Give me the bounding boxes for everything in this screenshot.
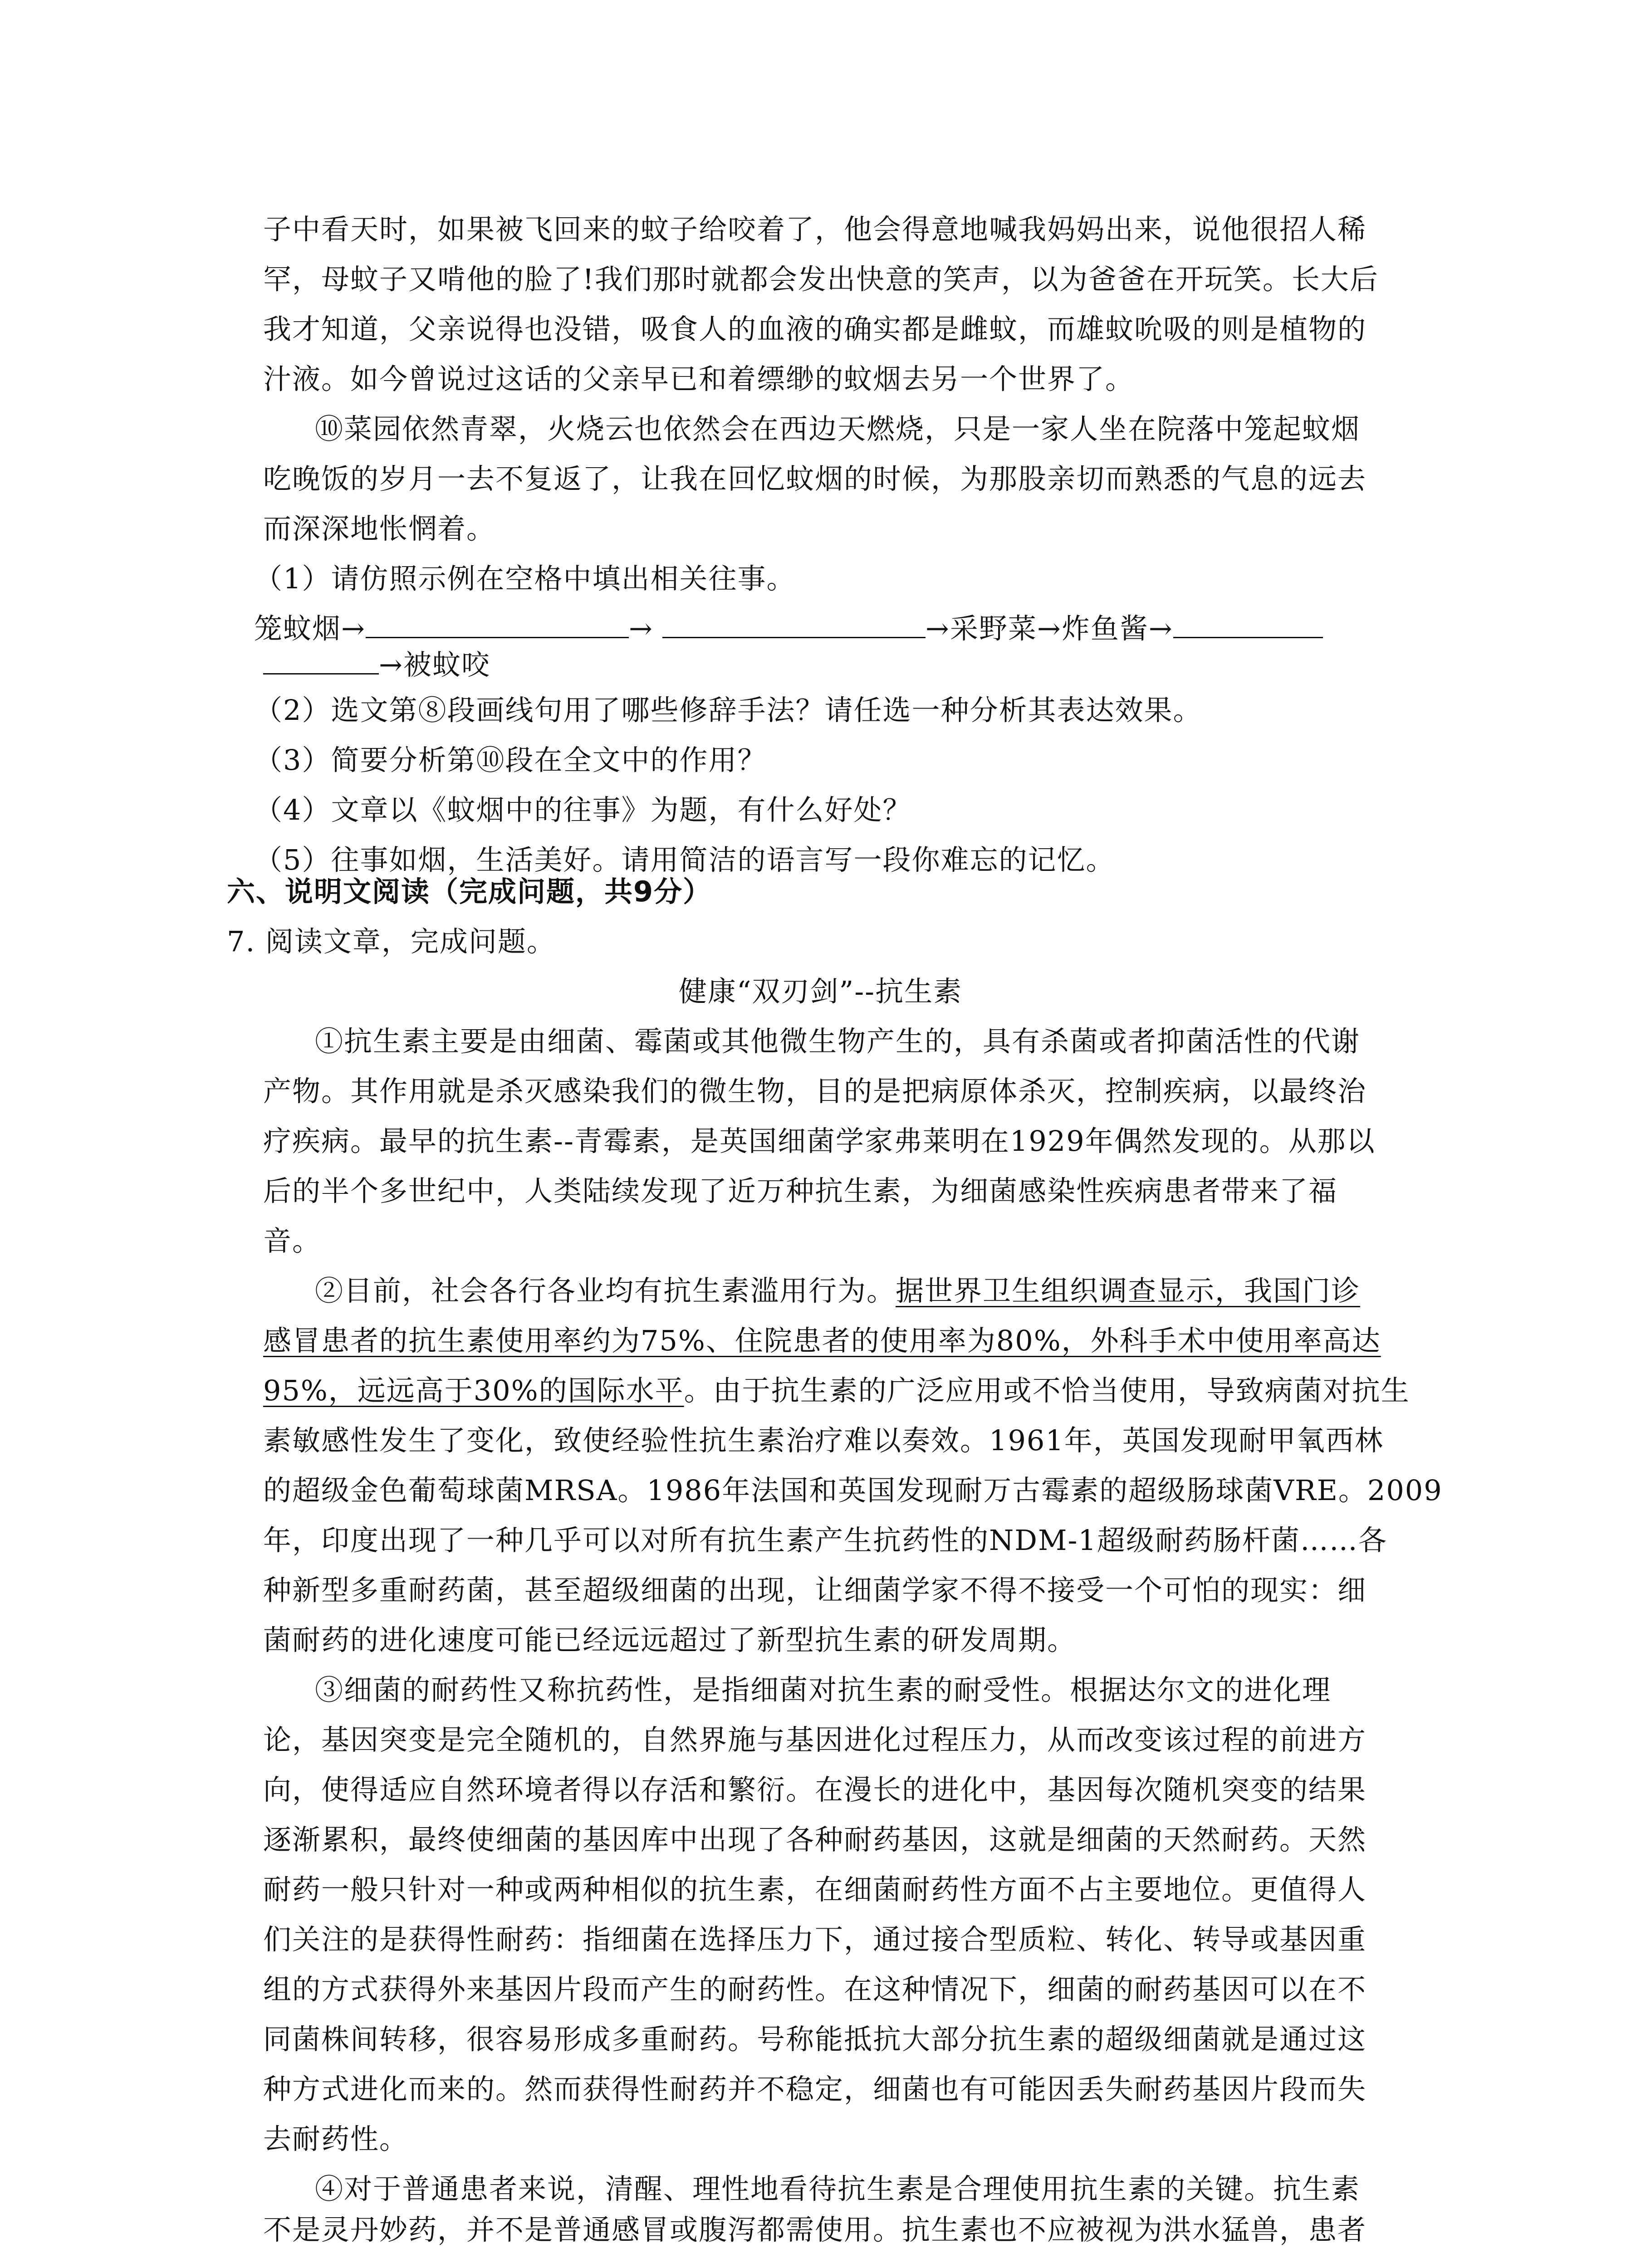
question-2: （2）选文第⑧段画线句用了哪些修辞手法？请任选一种分析其表达效果。: [254, 694, 1202, 727]
text-line: 后的半个多世纪中，人类陆续发现了近万种抗生素，为细菌感染性疾病患者带来了福: [263, 1174, 1338, 1207]
text-line: 素敏感性发生了变化，致使经验性抗生素治疗难以奏效。1961年，英国发现耐甲氧西林: [263, 1424, 1384, 1457]
text-line: ⑩菜园依然青翠，火烧云也依然会在西边天燃烧，只是一家人坐在院落中笼起蚊烟: [315, 412, 1361, 445]
text-line: 音。: [263, 1224, 322, 1257]
question-1-chain-end: [263, 642, 490, 688]
answer-blank-1[interactable]: [366, 608, 629, 638]
section-heading: 六、说明文阅读（完成问题，共9分）: [227, 875, 712, 908]
question-7: 7. 阅读文章，完成问题。: [227, 925, 556, 958]
text-line: 产物。其作用就是杀灭感染我们的微生物，目的是把病原体杀灭，控制疾病，以最终治: [263, 1075, 1367, 1108]
underlined-sentence: 感冒患者的抗生素使用率约为75%、住院患者的使用率为80%，外科手术中使用率高达: [263, 1324, 1381, 1357]
text-line: 组的方式获得外来基因片段而产生的耐药性。在这种情况下，细菌的耐药基因可以在不: [263, 1973, 1367, 2006]
text-line: 不是灵丹妙药，并不是普通感冒或腹泻都需使用。抗生素也不应被视为洪水猛兽，患者: [263, 2213, 1367, 2246]
question-4: （4）文章以《蚊烟中的往事》为题，有什么好处？: [254, 793, 912, 826]
text-line: 疗疾病。最早的抗生素--青霉素，是英国细菌学家弗莱明在1929年偶然发现的。从那以: [263, 1124, 1376, 1158]
plain-text: ②目前，社会各行各业均有抗生素滥用行为。: [315, 1274, 896, 1307]
text-line: 向，使得适应自然环境者得以存活和繁衍。在漫长的进化中，基因每次随机突变的结果: [263, 1773, 1367, 1806]
text-line: ④对于普通患者来说，清醒、理性地看待抗生素是合理使用抗生素的关键。抗生素: [315, 2172, 1361, 2205]
question-1: （1）请仿照示例在空格中填出相关往事。: [254, 562, 796, 595]
answer-blank-4[interactable]: [263, 644, 379, 675]
answer-blank-2[interactable]: [662, 608, 926, 638]
answer-blank-3[interactable]: [1173, 608, 1323, 638]
text-line: 子中看天时，如果被飞回来的蚊子给咬着了，他会得意地喊我妈妈出来，说他很招人稀: [263, 213, 1367, 246]
text-line: 们关注的是获得性耐药：指细菌在选择压力下，通过接合型质粒、转化、转导或基因重: [263, 1923, 1367, 1956]
text-line: [263, 1368, 1410, 1413]
question-3: （3）简要分析第⑩段在全文中的作用？: [254, 743, 767, 777]
text-line: [315, 1268, 1360, 1314]
chain-arrow: →: [628, 612, 653, 645]
text-line: 而深深地怅惘着。: [263, 512, 496, 545]
text-line: 耐药一般只针对一种或两种相似的抗生素，在细菌耐药性方面不占主要地位。更值得人: [263, 1873, 1367, 1906]
text-line: 吃晚饭的岁月一去不复返了，让我在回忆蚊烟的时候，为那股亲切而熟悉的气息的远去: [263, 462, 1367, 495]
chain-start: 笼蚊烟→: [254, 612, 366, 645]
chain-end: →被蚊咬: [379, 648, 490, 681]
underlined-sentence: 据世界卫生组织调查显示，我国门诊: [896, 1274, 1361, 1307]
text-line: 逐渐累积，最终使细菌的基因库中出现了各种耐药基因，这就是细菌的天然耐药。天然: [263, 1823, 1367, 1856]
underlined-sentence: 95%，远远高于30%的国际水平: [263, 1374, 684, 1407]
text-line: ③细菌的耐药性又称抗药性，是指细菌对抗生素的耐受性。根据达尔文的进化理: [315, 1673, 1332, 1706]
text-line: 我才知道，父亲说得也没错，吸食人的血液的确实都是雌蚊，而雄蚊吮吸的则是植物的: [263, 313, 1367, 346]
text-line: 罕，母蚊子又啃他的脸了!我们那时就都会发出快意的笑声，以为爸爸在开玩笑。长大后: [263, 263, 1379, 296]
question-5: （5）往事如烟，生活美好。请用简洁的语言写一段你难忘的记忆。: [254, 843, 1115, 876]
text-line: 种方式进化而来的。然而获得性耐药并不稳定，细菌也有可能因丢失耐药基因片段而失: [263, 2072, 1367, 2106]
text-line: 同菌株间转移，很容易形成多重耐药。号称能抵抗大部分抗生素的超级细菌就是通过这: [263, 2023, 1367, 2056]
chain-middle: →采野菜→炸鱼酱→: [925, 612, 1173, 645]
plain-text: 。由于抗生素的广泛应用或不恰当使用，导致病菌对抗生: [684, 1374, 1410, 1407]
article-title: 健康“双刃剑”--抗生素: [678, 975, 963, 1008]
text-line: 菌耐药的进化速度可能已经远远超过了新型抗生素的研发周期。: [263, 1623, 1077, 1657]
text-line: [263, 1318, 1381, 1364]
text-line: 汁液。如今曾说过这话的父亲早已和着缥缈的蚊烟去另一个世界了。: [263, 362, 1135, 396]
text-line: 去耐药性。: [263, 2122, 409, 2156]
text-line: 的超级金色葡萄球菌MRSA。1986年法国和英国发现耐万古霉素的超级肠球菌VRE。2009: [263, 1474, 1443, 1507]
text-line: 论，基因突变是完全随机的，自然界施与基因进化过程压力，从而改变该过程的前进方: [263, 1723, 1367, 1756]
text-line: 年，印度出现了一种几乎可以对所有抗生素产生抗药性的NDM-1超级耐药肠杆菌……各: [263, 1524, 1387, 1557]
text-line: ①抗生素主要是由细菌、霉菌或其他微生物产生的，具有杀菌或者抑菌活性的代谢: [315, 1025, 1361, 1058]
text-line: 种新型多重耐药菌，甚至超级细菌的出现，让细菌学家不得不接受一个可怕的现实：细: [263, 1574, 1367, 1607]
